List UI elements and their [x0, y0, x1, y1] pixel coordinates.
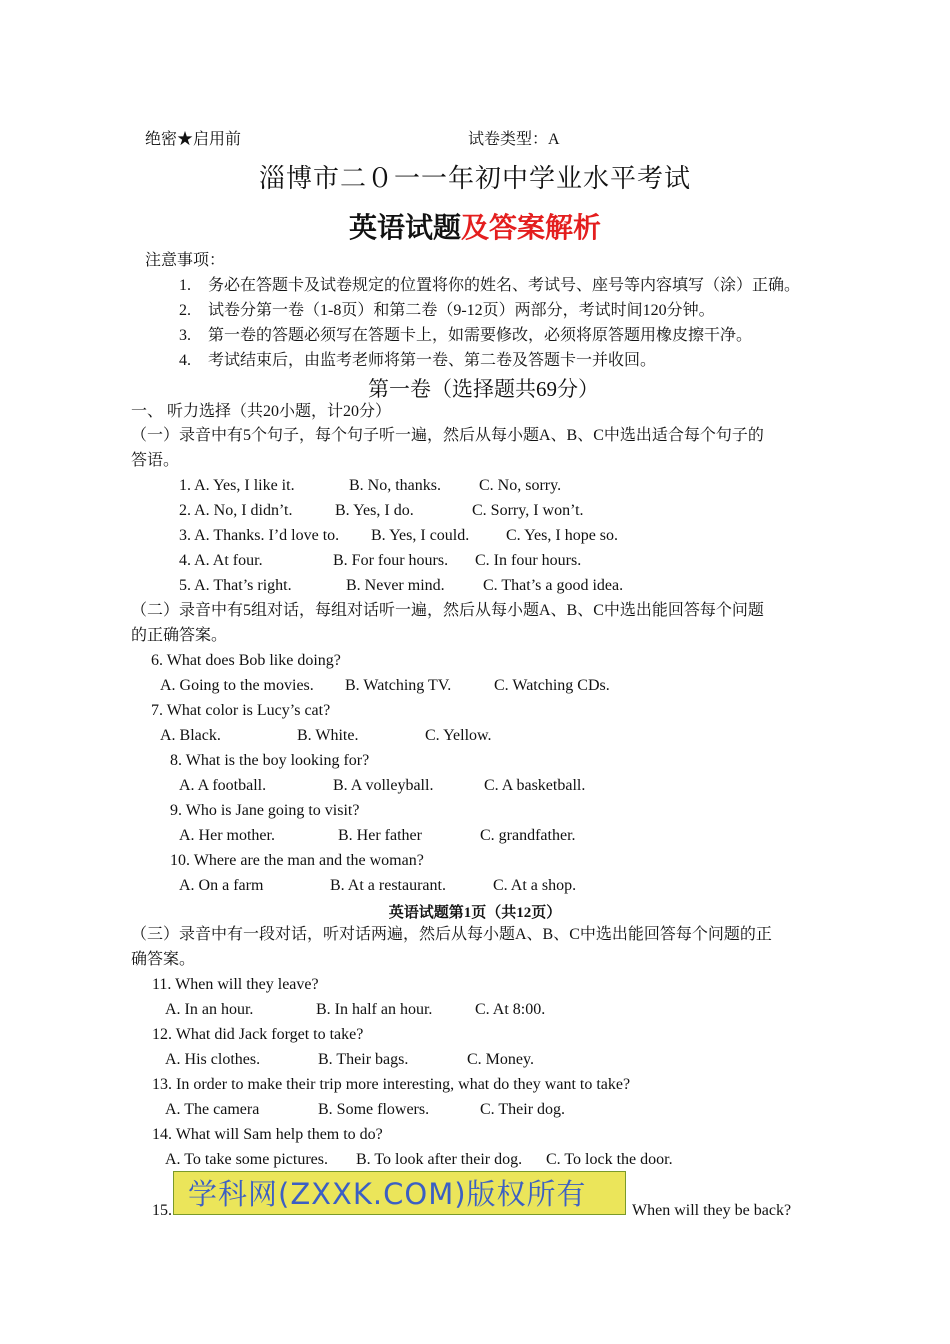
q13-option-b: B. Some flowers.	[318, 1101, 430, 1118]
q6-question: 6. What does Bob like doing?	[151, 652, 341, 669]
notice-num-4: 4.	[179, 352, 191, 369]
q14-question: 14. What will Sam help them to do?	[152, 1126, 383, 1143]
q8-option-b: B. A volleyball.	[333, 777, 434, 794]
sub3-line2: 确答案。	[131, 951, 196, 968]
q1-option-c: C. No, sorry.	[479, 477, 562, 494]
q2-option-a: 2. A. No, I didn’t.	[179, 502, 293, 519]
exam-title: 淄博市二０一一年初中学业水平考试	[258, 164, 691, 193]
q12-option-a: A. His clothes.	[165, 1051, 261, 1068]
q3-option-c: C. Yes, I hope so.	[506, 527, 619, 544]
q2-option-c: C. Sorry, I won’t.	[472, 502, 584, 519]
q12-option-c: C. Money.	[467, 1051, 534, 1068]
sub2-line2: 的正确答案。	[131, 627, 228, 644]
q4-option-a: 4. A. At four.	[179, 552, 263, 569]
q4-option-c: C. In four hours.	[475, 552, 582, 569]
notice-text-1: 务必在答题卡及试卷规定的位置将你的姓名、考试号、座号等内容填写（涂）正确。	[208, 277, 801, 294]
q12-question: 12. What did Jack forget to take?	[152, 1026, 364, 1043]
q5-option-a: 5. A. That’s right.	[179, 577, 292, 594]
q1-option-a: 1. A. Yes, I like it.	[179, 477, 295, 494]
q7-question: 7. What color is Lucy’s cat?	[151, 702, 331, 719]
q7-option-c: C. Yellow.	[425, 727, 492, 744]
q7-option-a: A. Black.	[160, 727, 221, 744]
q7-option-b: B. White.	[297, 727, 359, 744]
q6-option-c: C. Watching CDs.	[494, 677, 610, 694]
page-footer: 英语试题第1页（共12页）	[388, 905, 562, 921]
copyright-banner: 学科网(ZXXK.COM)版权所有	[173, 1171, 626, 1215]
q5-option-c: C. That’s a good idea.	[483, 577, 624, 594]
notice-num-3: 3.	[179, 327, 191, 344]
q11-option-b: B. In half an hour.	[316, 1001, 433, 1018]
confidential-label: 绝密★启用前	[145, 131, 242, 148]
part1-title: 第一卷（选择题共69分）	[368, 377, 599, 401]
q13-option-c: C. Their dog.	[480, 1101, 566, 1118]
q6-option-a: A. Going to the movies.	[160, 677, 314, 694]
sub1-line1: （一）录音中有5个句子，每个句子听一遍，然后从每小题A、B、C中选出适合每个句子的	[131, 427, 764, 444]
q10-option-c: C. At a shop.	[493, 877, 577, 894]
sub3-line1: （三）录音中有一段对话，听对话两遍，然后从每小题A、B、C中选出能回答每个问题的正	[131, 926, 772, 943]
q12-option-b: B. Their bags.	[318, 1051, 409, 1068]
q8-question: 8. What is the boy looking for?	[170, 752, 370, 769]
notice-heading: 注意事项：	[145, 252, 226, 269]
q11-option-a: A. In an hour.	[165, 1001, 254, 1018]
q5-option-b: B. Never mind.	[346, 577, 445, 594]
q8-option-a: A. A football.	[179, 777, 267, 794]
subtitle-red: 及答案解析	[461, 213, 602, 244]
q9-option-a: A. Her mother.	[179, 827, 275, 844]
q14-option-b: B. To look after their dog.	[356, 1151, 523, 1168]
q10-option-b: B. At a restaurant.	[330, 877, 446, 894]
q15-question: When will they be back?	[632, 1202, 792, 1219]
q11-option-c: C. At 8:00.	[475, 1001, 546, 1018]
q4-option-b: B. For four hours.	[333, 552, 449, 569]
q3-option-a: 3. A. Thanks. I’d love to.	[179, 527, 340, 544]
section1-heading: 一、 听力选择（共20小题，计20分）	[131, 403, 392, 420]
notice-num-1: 1.	[179, 277, 191, 294]
sub1-line2: 答语。	[131, 452, 180, 469]
q9-option-b: B. Her father	[338, 827, 422, 844]
q14-option-c: C. To lock the door.	[546, 1151, 673, 1168]
q1-option-b: B. No, thanks.	[349, 477, 441, 494]
q6-option-b: B. Watching TV.	[345, 677, 452, 694]
q10-option-a: A. On a farm	[179, 877, 264, 894]
exam-subtitle	[0, 206, 950, 246]
notice-text-4: 考试结束后，由监考老师将第一卷、第二卷及答题卡一并收回。	[208, 352, 657, 369]
q14-option-a: A. To take some pictures.	[165, 1151, 328, 1168]
q3-option-b: B. Yes, I could.	[371, 527, 470, 544]
q11-question: 11. When will they leave?	[152, 976, 319, 993]
notice-num-2: 2.	[179, 302, 191, 319]
q9-question: 9. Who is Jane going to visit?	[170, 802, 360, 819]
notice-text-2: 试卷分第一卷（1-8页）和第二卷（9-12页）两部分，考试时间120分钟。	[208, 302, 715, 319]
sub2-line1: （二）录音中有5组对话，每组对话听一遍，然后从每小题A、B、C中选出能回答每个问题	[131, 602, 764, 619]
notice-text-3: 第一卷的答题必须写在答题卡上，如需要修改，必须将原答题用橡皮擦干净。	[208, 327, 753, 344]
q13-option-a: A. The camera	[165, 1101, 260, 1118]
q8-option-c: C. A basketball.	[484, 777, 586, 794]
paper-type-label: 试卷类型：A	[468, 131, 560, 148]
q13-question: 13. In order to make their trip more interesting, what do they want to take?	[152, 1076, 631, 1093]
subtitle-black: 英语试题	[348, 213, 461, 244]
q15-number: 15.	[152, 1202, 172, 1219]
q2-option-b: B. Yes, I do.	[335, 502, 414, 519]
q10-question: 10. Where are the man and the woman?	[170, 852, 424, 869]
q9-option-c: C. grandfather.	[480, 827, 576, 844]
